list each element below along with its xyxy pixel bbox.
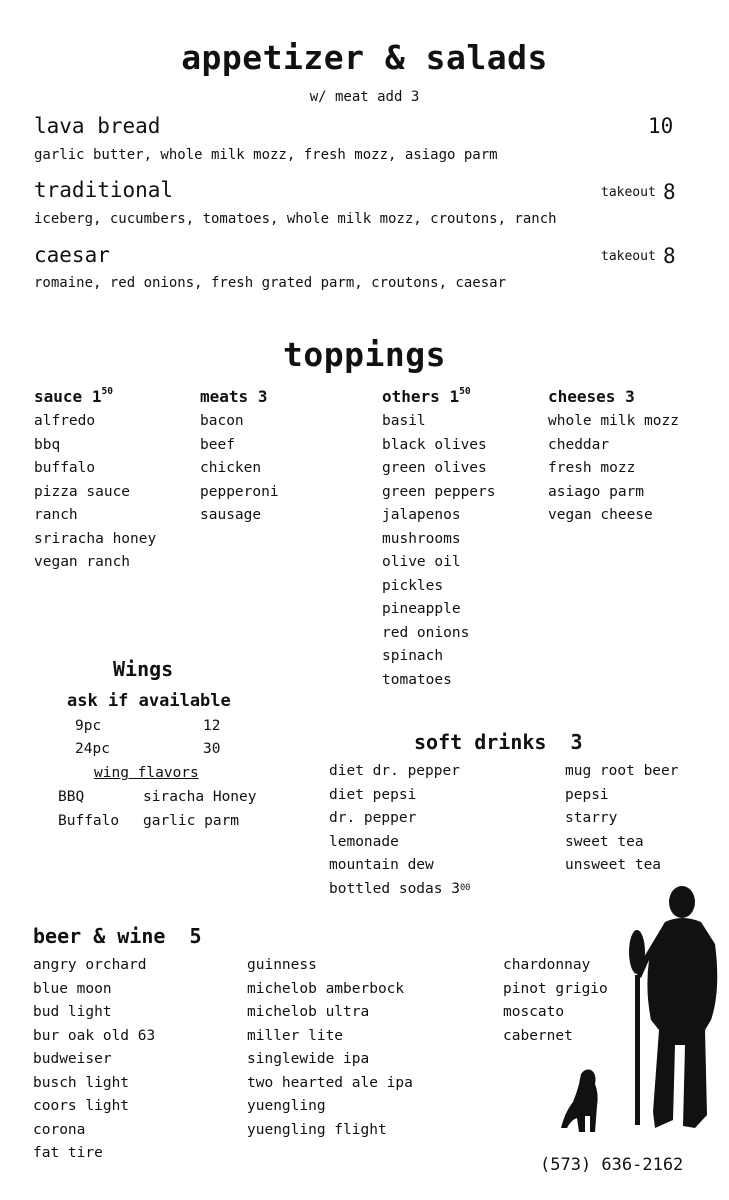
toppings-sauce-list (34, 410, 156, 575)
list-item: yuengling (247, 1098, 326, 1114)
list-item: corona (33, 1121, 86, 1138)
item-price-lava-bread: 10 (648, 114, 674, 138)
list-item: pickles (382, 577, 444, 594)
list-item: singlewide ipa (247, 1051, 370, 1067)
item-price-traditional: 8 (663, 180, 676, 204)
beer-col2-list (247, 954, 413, 1142)
list-item: chardonnay (503, 957, 591, 973)
item-name-caesar: caesar (34, 243, 110, 267)
wing-flavor: Buffalo (58, 813, 120, 829)
toppings-title: toppings (283, 335, 446, 374)
list-item: fat tire (33, 1145, 103, 1161)
list-item: green olives (382, 460, 487, 476)
list-item: miller lite (247, 1027, 344, 1044)
soft-drinks-right-list (565, 760, 679, 878)
wing-flavor: siracha Honey (143, 789, 257, 805)
list-item: diet dr. pepper (329, 763, 460, 779)
list-item: sweet tea (565, 833, 644, 850)
list-item: basil (382, 413, 426, 429)
list-item: budweiser (33, 1051, 112, 1067)
soft-drinks-left-list (329, 760, 470, 901)
list-item: mushrooms (382, 530, 461, 547)
list-item: sriracha honey (34, 530, 157, 547)
list-item: moscato (503, 1004, 565, 1020)
chef-and-dog-silhouette (555, 880, 725, 1140)
item-desc-traditional: iceberg, cucumbers, tomatoes, whole milk mozz, croutons, ranch (34, 211, 557, 227)
list-item: coors light (33, 1098, 130, 1114)
list-item: busch light (33, 1074, 130, 1091)
toppings-sauce-head: sauce $1^{50}$ (34, 386, 114, 406)
list-item: red onions (382, 624, 470, 641)
toppings-others-head: others $1^{50}$ (382, 386, 471, 406)
list-item: sausage (200, 507, 262, 523)
list-item: bbq (34, 436, 61, 453)
list-item: mountain dew (329, 857, 434, 873)
list-item: alfredo (34, 413, 96, 429)
wings-size-9pc: 9pc (75, 718, 102, 734)
list-item: mug root beer (565, 763, 679, 779)
wings-title: Wings (113, 657, 174, 681)
list-item: whole milk mozz (548, 413, 679, 429)
soft-drinks-title: soft drinks 3 (414, 730, 583, 754)
list-item: lemonade (329, 833, 399, 850)
beer-col1-list (33, 954, 155, 1166)
list-item: spinach (382, 648, 444, 664)
list-item: starry (565, 810, 618, 826)
item-desc-caesar: romaine, red onions, fresh grated parm, croutons, caesar (34, 275, 507, 291)
list-item: guinness (247, 957, 317, 973)
list-item: tomatoes (382, 671, 452, 688)
wing-flavor: BBQ (58, 789, 85, 805)
toppings-others-list (382, 410, 496, 692)
appetizers-subtitle: w/ meat add 3 (309, 89, 420, 105)
list-item: diet pepsi (329, 786, 417, 803)
list-item: black olives (382, 436, 487, 453)
toppings-cheeses-head: cheeses 3 (548, 387, 635, 406)
list-item: cabernet (503, 1027, 573, 1044)
toppings-meats-head: meats 3 (200, 387, 268, 406)
list-item: pinot grigio (503, 980, 608, 997)
list-item: blue moon (33, 980, 112, 997)
list-item: pepperoni (200, 483, 279, 500)
list-item: two hearted ale ipa (247, 1074, 413, 1091)
list-item: pineapple (382, 601, 461, 617)
item-price-caesar: 8 (663, 244, 676, 268)
list-item: fresh mozz (548, 460, 636, 476)
list-item: pepsi (565, 786, 609, 803)
list-item: bottled sodas $3^{00}$ (329, 880, 471, 897)
list-item: michelob ultra (247, 1004, 370, 1020)
list-item: chicken (200, 460, 262, 476)
wings-note: ask if available (67, 691, 231, 711)
list-item: bacon (200, 413, 244, 429)
list-item: yuengling flight (247, 1121, 387, 1138)
wing-flavors-label: wing flavors (94, 765, 199, 781)
wing-flavor: garlic parm (143, 813, 240, 829)
list-item: vegan cheese (548, 507, 653, 523)
wings-price-9pc: 12 (203, 718, 221, 734)
item-takeout-caesar: takeout (601, 249, 656, 264)
appetizers-title: appetizer & salads (181, 38, 548, 77)
list-item: bur oak old 63 (33, 1027, 156, 1044)
list-item: olive oil (382, 554, 461, 570)
list-item: buffalo (34, 460, 96, 476)
list-item: beef (200, 436, 235, 453)
toppings-cheeses-list (548, 410, 679, 528)
beer-wine-title: beer & wine 5 (33, 924, 202, 948)
wings-price-24pc: 30 (203, 741, 221, 757)
list-item: asiago parm (548, 483, 645, 500)
phone-number: (573) 636-2162 (540, 1155, 684, 1175)
list-item: jalapenos (382, 507, 461, 523)
list-item: dr. pepper (329, 810, 417, 826)
list-item: unsweet tea (565, 857, 662, 873)
list-item: bud light (33, 1004, 112, 1020)
list-item: green peppers (382, 483, 496, 500)
item-name-traditional: traditional (34, 178, 174, 202)
list-item: ranch (34, 507, 78, 523)
list-item: angry orchard (33, 957, 147, 973)
list-item: vegan ranch (34, 554, 131, 570)
toppings-meats-list (200, 410, 279, 528)
item-name-lava-bread: lava bread (34, 114, 161, 138)
item-desc-lava-bread: garlic butter, whole milk mozz, fresh mozz, asiago parm (34, 147, 498, 163)
list-item: pizza sauce (34, 483, 131, 500)
item-takeout-traditional: takeout (601, 185, 656, 200)
wings-size-24pc: 24pc (75, 741, 110, 757)
list-item: michelob amberbock (247, 980, 405, 997)
list-item: cheddar (548, 436, 610, 453)
